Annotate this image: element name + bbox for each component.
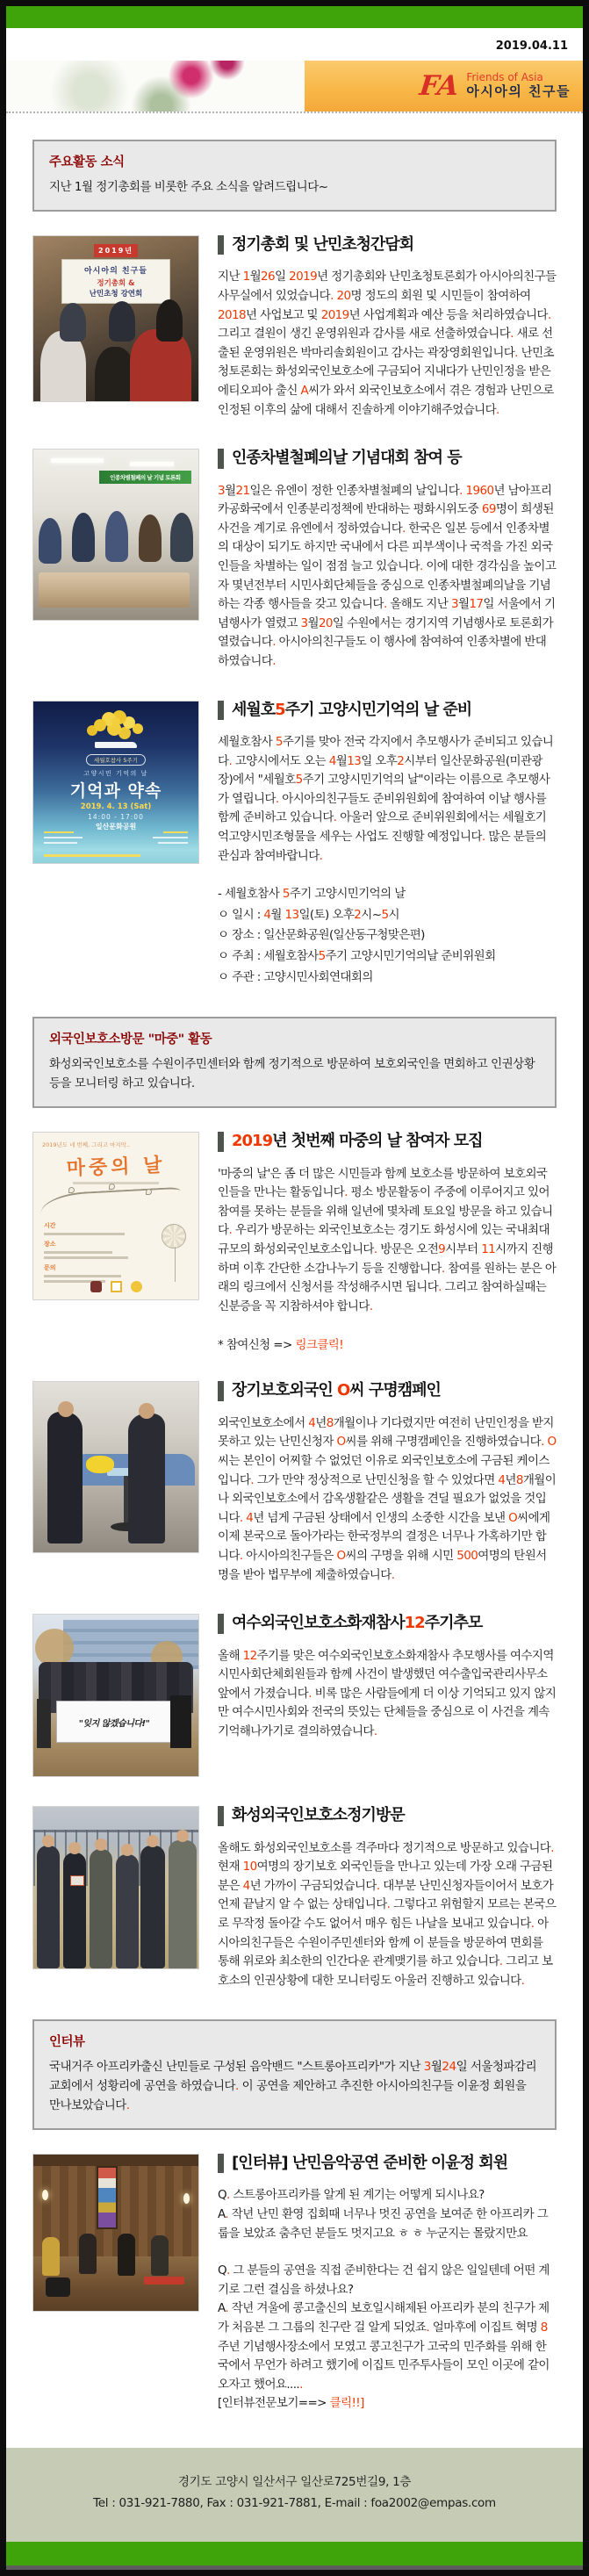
partner-logo: [90, 1281, 102, 1292]
article-annual-meeting: [32, 235, 557, 420]
photo-banner-line: 아시아의 친구들: [83, 266, 147, 276]
paragraph-gap: [218, 2243, 557, 2262]
footer-contact: Tel : 031-921-7880, Fax : 031-921-7881, E-mail : foa2002@empas.com: [93, 2496, 496, 2511]
ceiling-light: [130, 462, 174, 466]
article-body: [218, 449, 557, 671]
participant-figure: [72, 513, 95, 562]
article-body: [218, 1381, 557, 1585]
yeosu-memorial-photo: [32, 1614, 199, 1777]
leaf-drawing: [109, 1184, 115, 1190]
concert-photo: [32, 2154, 199, 2312]
participant-figure: [39, 518, 61, 564]
drum-set: [46, 2277, 70, 2297]
majung-day-poster: [32, 1132, 199, 1300]
poster-venue: 일산문화공원: [95, 822, 137, 831]
racism-day-photo: [32, 449, 199, 621]
visitor-figure: [63, 1853, 86, 1968]
event-details: [218, 884, 557, 988]
visitor-figure: [37, 1846, 60, 1968]
article-text: 외국인보호소에서 4년8개월이나 기다렸지만 여전히 난민인정을 받지 못하고 있는 난민신청자 O씨를 위해 구명캠페인을 진행하였습니다. O씨는 본인이 어찌할 수 없었던 이유로 외국인보호소에 구금된 케이스입니다. 그가 만약 정상적으로 난민신청을 할 수 있었다면 4년8개월이나 외국인보호소에서 감옥생활같은 생활을 견딜 필요가 없었을 것입니다. 4년 넘게 구금된 상태에서 인생의 소중한 시간을 보낸 O씨에게 이제 본국으로 돌아가라는 한국정부의 결정은 너무나 가혹하기만 합니다. 아시아의친구들은 O씨의 구명을 위해 시민 500여명의 탄원서명을 받아 법무부에 제출하였습니다.: [218, 1415, 557, 1582]
leaf-drawing: [146, 1189, 152, 1195]
poster-subtitle-bar: [73, 1182, 159, 1184]
article-interview: [32, 2154, 557, 2414]
poster-badge: 세월호참사 5주기: [86, 754, 146, 766]
poster-logos-row: [33, 1281, 198, 1292]
campaign-photo: [32, 1381, 199, 1553]
bottom-green-bar: [6, 2542, 583, 2565]
speaker-figure: [109, 301, 135, 342]
band-member-figure: [42, 2237, 60, 2276]
poster-info-heading: 시간: [44, 1222, 56, 1230]
article-yeosu-memorial: [32, 1614, 557, 1777]
article-title: 세월호5주기 고양시민기억의 날 준비: [218, 701, 557, 721]
mourning-wreath: [170, 1695, 191, 1748]
balloons-graphic: [111, 717, 120, 726]
ceiling-light: [51, 458, 104, 463]
apply-link-line: [218, 1335, 557, 1352]
poster-fine-print-bar: [44, 842, 77, 844]
article-title: 화성외국인보호소정기방문: [218, 1806, 557, 1826]
visitor-figure: [90, 1849, 112, 1968]
event-detail-line: ㅇ 주관 : 고양시민사회연대회의: [218, 969, 373, 984]
notice-title: 인터뷰: [49, 2035, 85, 2050]
article-text: 지난 1월26일 2019년 정기총회와 난민초청토론회가 아시아의친구들 사무실에서 있었습니다. 20명 정도의 회원 및 시민들이 참여하여 2018년 사업보고 및 2019년 사업계획과 예산 등을 처리하였습니다. 그리고 결원이 생긴 운영위원과 감사를 새로 선출하였습니다. 새로 선출된 운영위원은 박마리솔회원이고 감사는 곽장영회원입니다. 난민초청토론회는 화성외국인보호소에 구금되어 지내다가 난민인정을 받은 에티오피아 출신 A씨가 와서 외국인보호소에서 겪은 경험과 난민으로 인정된 이후의 삶에 대해서 진솔하게 이야기해주었습니다.: [218, 270, 557, 417]
interview-answer: A. 작년 난민 환영 집회때 너무나 멋진 공연을 보여준 한 아프리카 그룹을 보았죠 춤추던 분들도 멋지고요 ㅎ ㅎ 누군지는 몰랐지만요: [218, 2207, 549, 2241]
church-beam: [33, 2155, 198, 2166]
sewol-memorial-poster: [32, 701, 199, 864]
interview-link-prefix: [인터뷰전문보기==>: [218, 2396, 327, 2411]
visitor-figure: [116, 1854, 139, 1968]
flower-drawing: [162, 1224, 186, 1248]
article-body: [218, 1614, 557, 1777]
speaker-figure: [60, 303, 86, 342]
poster-fine-print-bar: [44, 831, 74, 833]
article-sewol-memorial: [32, 701, 557, 989]
header-banner: [6, 61, 583, 112]
event-detail-line: ㅇ 주최 : 세월호참사5주기 고양시민기억의날 준비위원회: [218, 949, 496, 964]
poster-info-bar: [44, 1256, 128, 1259]
booklet-graphic: [70, 1875, 84, 1886]
date-row: [6, 28, 583, 61]
poster-subtitle: 고양시민 기억의 날: [83, 769, 148, 777]
brand-name-en: Friends of Asia: [466, 71, 543, 84]
article-body: [218, 235, 557, 420]
poster-fine-print-bar: [44, 837, 83, 838]
person-figure: [128, 1414, 165, 1543]
band-member-figure: [79, 2234, 97, 2274]
poster-info-bar: [44, 1233, 125, 1235]
speaker-figure: [156, 299, 183, 342]
notice-desc: 지난 1월 정기총회를 비롯한 주요 소식을 알려드립니다~: [49, 180, 328, 194]
mourning-flag: [37, 1699, 51, 1748]
boat-graphic: [95, 742, 137, 748]
article-text: 올해도 화성외국인보호소를 격주마다 정기적으로 방문하고 있습니다. 현재 10여명의 장기보호 외국인들을 만나고 있는데 가장 오래 구금된 분은 4년 가까이 구금되었습니다. 대부분 난민신청자들이어서 보호가 언제 끝날지 알 수 없는 상태입니다. 그렇다고 위험할지 모르는 본국으로 무작정 돌아갈 수도 없어서 매우 힘든 나날을 보내고 있습니다. 아시아의친구들은 수원이주민센터와 함께 이 분들을 방문하여 면회를 통해 위로와 최소한의 인간다운 관계맺기를 하고 있습니다. 그리고 보호소의 인권상황에 대한 모니터링도 아울러 진행하고 있습니다.: [218, 1840, 557, 1988]
interview-question: Q. 스트롱아프리카를 알게 된 계기는 어떻게 되시나요?: [218, 2188, 485, 2203]
article-title: [인터뷰] 난민음악공연 준비한 이윤정 회원: [218, 2154, 557, 2174]
poster-info-block: [44, 1217, 128, 1283]
participant-figure: [170, 513, 193, 562]
flower-stem-drawing: [175, 1247, 176, 1282]
band-member-figure: [151, 2235, 169, 2276]
meeting-tables: [39, 572, 190, 608]
article-body: [218, 2154, 557, 2414]
notice-box-interview: [32, 2019, 557, 2130]
photo-banner-line: 난민초청 강연회: [89, 289, 143, 299]
event-detail-line: - 세월호참사 5주기 고양시민기억의 날: [218, 887, 406, 902]
poster-info-bar: [44, 1275, 121, 1277]
poster-fine-print-bar: [163, 831, 188, 833]
poster-program-lines: [44, 831, 83, 844]
stained-glass-window: [97, 2166, 118, 2229]
participant-figure: [139, 514, 162, 562]
page-footer: [6, 2448, 583, 2542]
memorial-banner: "잊지 않겠습니다!": [56, 1701, 172, 1743]
article-title: 장기보호외국인 O씨 구명캠페인: [218, 1381, 557, 1401]
newsletter-content: [6, 113, 583, 2448]
article-majung-day: [32, 1132, 557, 1352]
notice-title: 주요활동 소식: [49, 155, 125, 169]
banner-flower-photo: [6, 61, 305, 112]
notice-desc: 화성외국인보호소를 수원이주민센터와 함께 정기적으로 방문하여 보호외국인을 면회하고 인권상황 등을 모니터링 하고 있습니다.: [49, 1057, 535, 1091]
photo-banner-line: 정기총회 &: [97, 278, 135, 288]
article-hwaseong-visit: [32, 1806, 557, 1990]
photo-banner: [61, 259, 170, 304]
interview-answer: A. 작년 겨울에 콩고출신의 보호일시해제된 아프리카 분의 친구가 제가 처음본 그 그룹의 친구란 걸 알게 되었죠. 얼마후에 이집트 혁명 8주년 기념행사장소에서 모였고 콩고친구가 고국의 민주화를 위해 한국에서 무언가 하려고 했기에 이집트 민주투사들이 모인 이곳에 같이 오자고 했어요.....: [218, 2301, 549, 2392]
notice-desc: 국내거주 아프리카출신 난민들로 구성된 음악밴드 "스트롱아프리카"가 지난 3월24일 서울청파감리교회에서 성황리에 공연을 하였습니다. 이 공연을 제안하고 추진한 아시아의친구들 이윤정 회원을 만나보았습니다.: [49, 2060, 537, 2113]
brand-name-ko: 아시아의 친구들: [466, 83, 571, 100]
branch-drawing: [40, 1187, 182, 1213]
poster-info-heading: 장소: [44, 1241, 56, 1248]
article-text: '마중의 날'은 좀 더 많은 시민들과 함께 보호소를 방문하여 보호외국인들을 만나는 활동입니다. 평소 방문활동이 주중에 이루어지고 있어 참여를 못하는 분들을 위해 일년에 몇차례 토요일 방문을 하고 있습니다. 우리가 방문하는 외국인보호소는 경기도 화성시에 있는 국내최대규모의 화성외국인보호소입니다. 방문은 오전9시부터 11시까지 진행하며 이후 간단한 소감나누기 등을 진행합니다. 참여를 원하는 분은 아래의 링크에서 신청서를 작성해주시면 됩니다. 그리고 참여하실때는 신분증을 꼭 지참하셔야 합니다.: [218, 1166, 557, 1313]
poster-time: 14:00 - 17:00: [88, 812, 144, 821]
audience-figure: [40, 331, 86, 402]
photo-banner-year: 2019년: [94, 244, 138, 257]
apply-link-prefix: * 참여신청 =>: [218, 1338, 292, 1353]
article-text: 3월21일은 유엔이 정한 인종차별철폐의 날입니다. 1960년 남아프리카공화국에서 인종분리정책에 반대하는 평화시위도중 69명이 희생된 사건을 계기로 유엔에서 정하였습니다. 한국은 일본 등에서 인종차별의 대상이 되기도 하지만 국내에서 다른 피부색이나 국적을 가진 외국인들을 차별하는 일이 점점 늘고 있습니다. 이에 대한 경각심을 높이고자 몇년전부터 시민사회단체들을 중심으로 인종차별철폐의날을 기념하는 각종 행사들을 갖고 있습니다. 올해도 지난 3월17일 서울에서 기념행사가 열렸고 3월20일 수원에서는 경기지역 기념행사로 토론회가 열렸습니다. 아시아의친구들도 이 행사에 참여하여 인종차별에 반대하였습니다.: [218, 483, 557, 668]
top-green-bar: [6, 6, 583, 28]
article-title: 여수외국인보호소화재참사12주기추모: [218, 1614, 557, 1634]
notice-box-majung: [32, 1017, 557, 1108]
interview-full-link[interactable]: 클릭!!]: [329, 2396, 364, 2411]
poster-info-lines: [153, 831, 188, 844]
article-text: 세월호참사 5주기를 맞아 전국 각지에서 추모행사가 준비되고 있습니다. 고양시에서도 오는 4월13일 오후2시부터 일산문화공원(미관광장)에서 "세월호5주기 고양시민기억의 날"이라는 이름으로 추모행사가 열립니다. 아시아의친구들도 준비위원회에 참여하여 이날 행사를 함께 준비하고 있습니다. 아울러 앞으로 준비위원회에서는 세월호기억고양시민조형물을 세우는 사업도 진행할 예정입니다. 많은 분들의 관심과 참여바랍니다.: [218, 735, 554, 863]
red-keyboard: [144, 2277, 184, 2285]
leaf-drawing: [68, 1187, 75, 1193]
issue-date: 2019.04.11: [495, 40, 568, 53]
article-body: [218, 701, 557, 989]
event-detail-line: ㅇ 장소 : 일산문화공원(일산동구청맞은편): [218, 928, 425, 943]
apply-link[interactable]: 링크클릭!: [295, 1338, 344, 1353]
interview-question: Q. 그 분들의 공연을 직접 준비한다는 건 쉽지 않은 일일텐데 어떤 계기로 그런 결심을 하셨나요?: [218, 2263, 549, 2297]
brand-text: [466, 72, 571, 99]
article-racism-day: [32, 449, 557, 671]
poster-tagline: 2019년도 네 번째, 그리고 마지막..: [42, 1141, 131, 1149]
band-member-figure: [118, 2234, 135, 2276]
wall-lamp: [183, 2193, 190, 2204]
partner-logo: [111, 1281, 122, 1292]
poster-fine-print-bar: [158, 842, 188, 844]
notice-box-activities: [32, 140, 557, 212]
article-body: [218, 1806, 557, 1990]
interview-link-line: [218, 2394, 557, 2414]
hwaseong-visit-photo: [32, 1806, 199, 1969]
event-detail-line: ㅇ 일시 : 4월 13일(토) 오후2시~5시: [218, 907, 399, 922]
article-title: 인종차별철폐의날 기념대회 참여 등: [218, 449, 557, 469]
footer-address: 경기도 고양시 일산서구 일산로725번길9, 1층: [177, 2475, 412, 2489]
visitor-figure: [169, 1840, 197, 1969]
poster-date: 2019. 4. 13 (Sat): [80, 802, 152, 811]
poster-info-bar: [44, 1251, 112, 1254]
fa-logo-icon: FA: [418, 69, 461, 102]
meeting-banner: 인종차별철폐의 날 기념 토론회: [99, 471, 191, 484]
notice-title: 외국인보호소방문 "마중" 활동: [49, 1033, 212, 1047]
poster-contact-bar: [44, 854, 140, 857]
bottom-gray-strip: [6, 2565, 583, 2570]
annual-meeting-photo: [32, 235, 199, 402]
visitor-figure: [140, 1846, 165, 1968]
poster-fine-print-bar: [153, 837, 188, 838]
poster-title: 기억과 약속: [69, 781, 162, 801]
wall-lamp: [42, 2190, 48, 2200]
article-title: 2019년 첫번째 마중의 날 참여자 모집: [218, 1132, 557, 1152]
person-figure: [47, 1412, 83, 1543]
article-text: 올해 12주기를 맞은 여수외국인보호소화재참사 추모행사를 여수지역시민사회단체회원들과 함께 사건이 발생했던 여수출입국관리사무소 앞에서 가졌습니다. 비록 많은 사람들에게 더 이상 기억되고 있지 않지만 여수시민사회와 전국의 뜻있는 단체들을 중심으로 이 사건을 계속 기억해나가기로 결의하였습니다.: [218, 1648, 557, 1739]
poster-title: 마중의 날: [66, 1155, 166, 1181]
poster-info-heading: 문의: [44, 1264, 56, 1272]
article-title: 정기총회 및 난민초청간담회: [218, 235, 557, 255]
article-body: [218, 1132, 557, 1352]
partner-logo: [131, 1281, 142, 1292]
participant-figure: [105, 511, 128, 562]
banner-brand-area: [305, 61, 583, 112]
article-rescue-campaign: [32, 1381, 557, 1585]
yellow-petition-bundle: [86, 1456, 114, 1473]
